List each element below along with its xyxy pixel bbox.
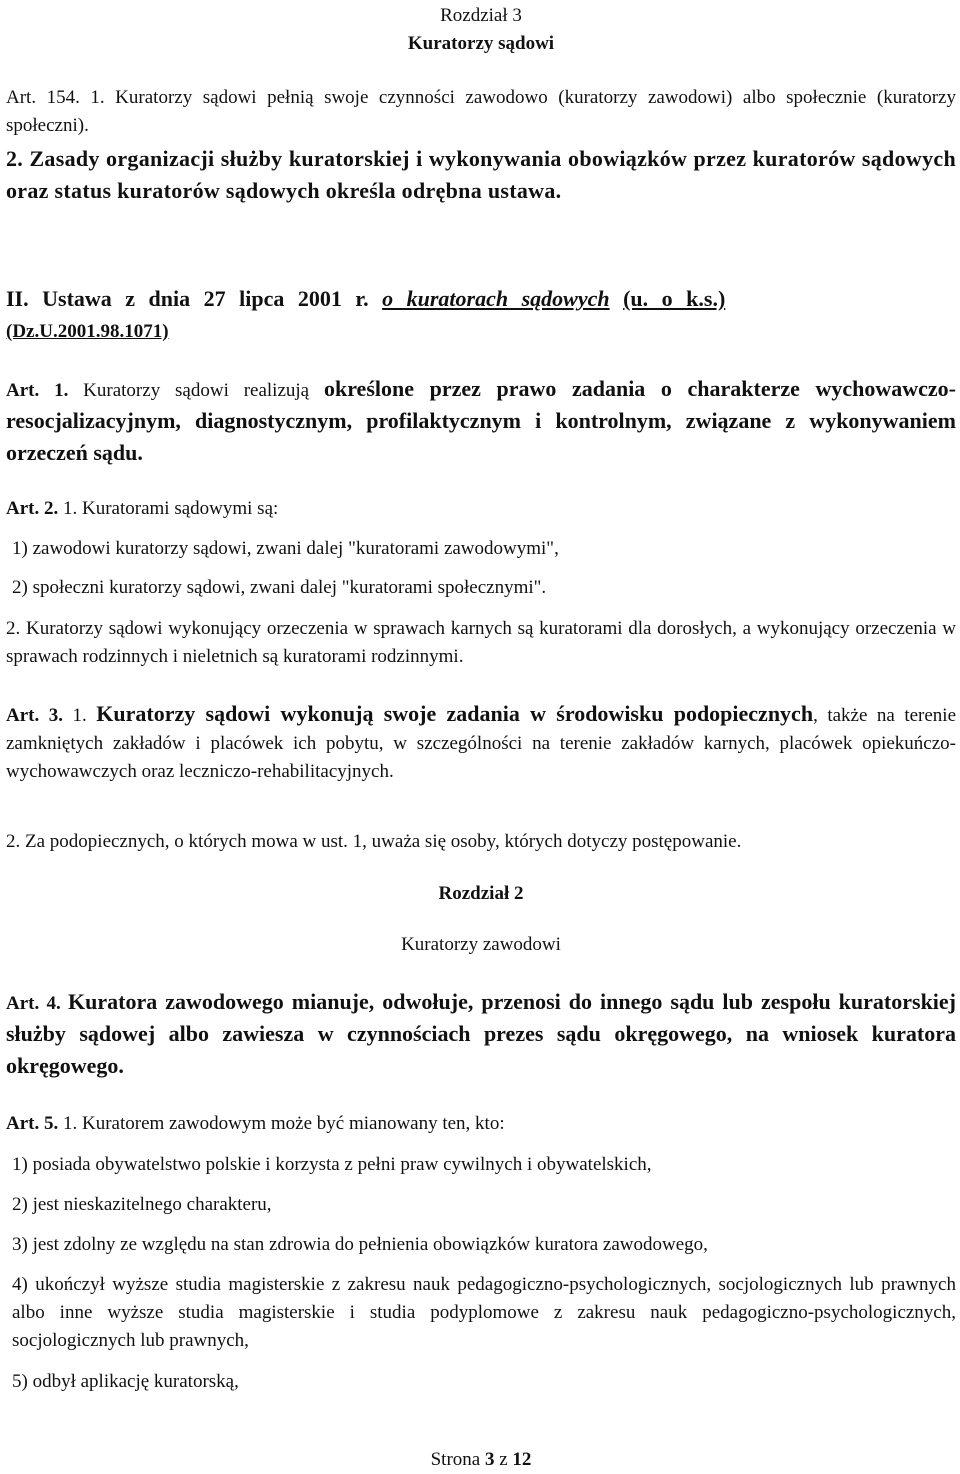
art5-item-1: 1) posiada obywatelstwo polskie i korzysta z pełni praw cywilnych i obywatelskich, (12, 1154, 652, 1175)
art-lead-text: 1. Kuratorami sądowymi są: (62, 498, 279, 519)
art-label: Art. 5. (6, 1113, 59, 1134)
art2-para2: 2. Kuratorzy sądowi wykonujący orzeczenia w sprawach karnych są kuratorami dla dorosłych, a wykonujący orzeczenia w sprawach rodzinnych i nieletnich są kuratorami rodzinnymi. (6, 618, 956, 667)
chapter2-heading: Rozdział 2 (438, 883, 524, 904)
art-label: Art. 3. (6, 705, 63, 726)
art3 (6, 698, 956, 786)
page-total: 12 (512, 1449, 532, 1470)
act-abbrev: (u. o k.s.) (623, 286, 726, 311)
art-label: Art. 2. (6, 498, 59, 519)
art-lead-text: 1. Kuratorem zawodowym może być mianowany ten, kto: (62, 1113, 505, 1134)
page-footer (6, 1446, 956, 1474)
art-text: określone przez prawo zadania o charakterze wychowawczo-resocjalizacyjnym, diagnostycznym, profilaktycznym i kontrolnym, związane z wykonywaniem orzeczeń sądu. (6, 376, 956, 465)
page-number: 3 (484, 1449, 495, 1470)
art1 (6, 373, 956, 469)
art3-para2: 2. Za podopiecznych, o których mowa w ust. 1, uważa się osoby, których dotyczy postępowanie. (6, 831, 742, 852)
art2-item-2: 2) społeczni kuratorzy sądowi, zwani dalej "kuratorami społecznymi". (12, 577, 547, 598)
act-prefix: II. Ustawa z dnia 27 lipca 2001 r. (6, 286, 369, 311)
act-title (6, 283, 956, 315)
art5-item-2: 2) jest nieskazitelnego charakteru, (12, 1194, 272, 1215)
art-bold-text: Kuratorzy sądowi wykonują swoje zadania w środowisku podopiecznych (96, 701, 814, 726)
chapter2-subheading: Kuratorzy zawodowi (401, 934, 561, 955)
art154-para2 (6, 143, 956, 207)
art5-lead (6, 1110, 956, 1138)
art5-item-3: 3) jest zdolny ze względu na stan zdrowia do pełnienia obowiązków kuratora zawodowego, (12, 1234, 708, 1255)
chapter-title: Rozdział 3 (440, 5, 522, 26)
page-of: z (499, 1449, 508, 1470)
para-number: 1. (72, 705, 87, 726)
art4 (6, 986, 956, 1082)
chapter-subtitle: Kuratorzy sądowi (407, 33, 555, 54)
art-text: Kuratora zawodowego mianuje, odwołuje, przenosi do innego sądu lub zespołu kuratorskiej służby sądowej albo zawiesza w czynnościach prezes sądu okręgowego, na wniosek kuratora okręgowego. (6, 989, 957, 1078)
art2-lead (6, 495, 956, 523)
art2-item-1: 1) zawodowi kuratorzy sądowi, zwani dalej "kuratorami zawodowymi", (12, 538, 559, 559)
page-label: Strona (430, 1449, 481, 1470)
art-label: Art. 1. (6, 380, 69, 401)
art-lead: Kuratorzy sądowi realizują (83, 380, 310, 401)
art5-item-5: 5) odbył aplikację kuratorską, (12, 1371, 239, 1392)
chapter3-heading (6, 2, 956, 58)
art-rest-text: , także na terenie zamkniętych zakładów i placówek ich pobytu, w szczególności na terenie zakładów karnych, placówek opiekuńczo-wychowawczych oraz leczniczo-rehabilitacyjnych. (6, 705, 957, 782)
act-ref: (Dz.U.2001.98.1071) (6, 321, 169, 342)
para-number: 2. (6, 146, 24, 171)
art154-para1: Art. 154. 1. Kuratorzy sądowi pełnią swoje czynności zawodowo (kuratorzy zawodowi) albo społecznie (kuratorzy społeczni). (6, 87, 956, 136)
para-text: Zasady organizacji służby kuratorskiej i wykonywania obowiązków przez kuratorów sądowych oraz status kuratorów sądowych określa odrębna ustawa. (6, 146, 956, 203)
art5-item-4: 4) ukończył wyższe studia magisterskie z zakresu nauk pedagogiczno-psychologicznych, socjologicznych lub prawnych albo inne wyższe studia magisterskie i studia podyplomowe z zakresu nauk pedagogiczno-psychologicznych, socjologicznych lub prawnych, (12, 1274, 956, 1351)
act-name: o kuratorach sądowych (382, 286, 610, 311)
art-label: Art. 4. (6, 993, 61, 1014)
